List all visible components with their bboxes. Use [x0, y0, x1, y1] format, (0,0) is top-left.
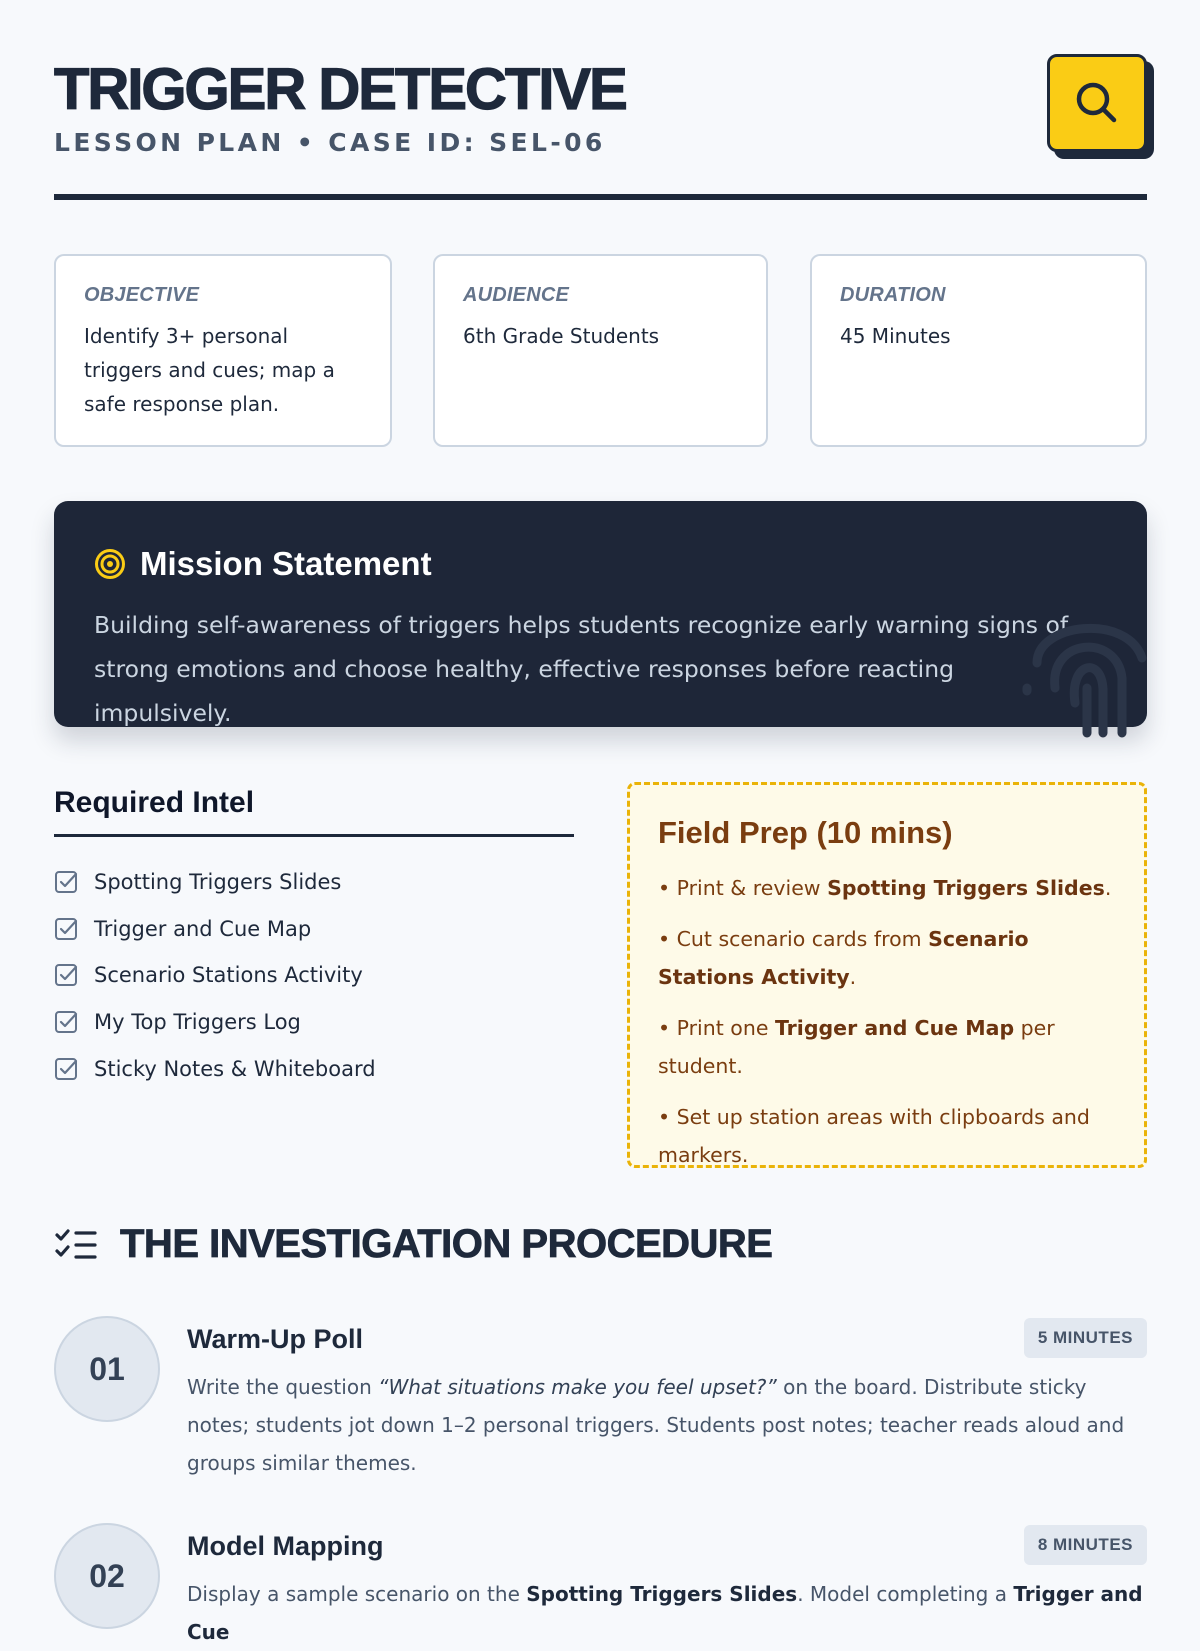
procedure-title: THE INVESTIGATION PROCEDURE	[120, 1222, 773, 1266]
step-number: 02	[54, 1523, 160, 1629]
prep-item	[658, 1009, 1116, 1085]
mission-statement-panel	[54, 501, 1147, 727]
header-divider	[54, 194, 1147, 200]
card-value: 45 Minutes	[840, 324, 951, 348]
card-value: Identify 3+ personal triggers and cues; map a safe response plan.	[84, 324, 335, 416]
fingerprint-icon	[1017, 593, 1157, 743]
search-icon	[1072, 78, 1122, 128]
objective-card	[54, 254, 392, 447]
prep-item-bold: Spotting Triggers Slides	[827, 876, 1105, 900]
page-subtitle: LESSON PLAN • CASE ID: SEL-06	[54, 128, 606, 157]
intel-item	[54, 1045, 574, 1092]
step-desc-text: Write the question	[187, 1375, 379, 1399]
procedure-heading	[54, 1222, 772, 1267]
intel-list	[54, 859, 574, 1092]
checkbox-icon	[54, 1056, 80, 1082]
intel-item-label: Sticky Notes & Whiteboard	[94, 1056, 376, 1081]
prep-item	[658, 869, 1116, 907]
field-prep-panel	[627, 782, 1147, 1168]
checklist-icon	[54, 1227, 98, 1263]
checkbox-icon	[54, 962, 80, 988]
prep-item-text: • Print one	[658, 1016, 775, 1040]
intel-item-label: Spotting Triggers Slides	[94, 870, 342, 895]
intel-item	[54, 999, 574, 1046]
prep-item-end: .	[1104, 876, 1112, 900]
prep-item-text: • Set up station areas with clipboards and markers.	[658, 1105, 1090, 1167]
checkbox-icon	[54, 1009, 80, 1035]
prep-item	[658, 920, 1116, 996]
step-desc-bold: Trigger and Cue	[187, 1582, 1143, 1644]
prep-item-text: • Print & review	[658, 876, 828, 900]
duration-card	[810, 254, 1147, 447]
target-icon	[94, 548, 126, 580]
step-description	[187, 1575, 1147, 1651]
page-header	[54, 58, 1147, 203]
step-desc-quote: “What situations make you feel upset?”	[378, 1375, 777, 1399]
step-title: Warm-Up Poll	[187, 1324, 364, 1354]
checkbox-icon	[54, 869, 80, 895]
prep-item-text: • Cut scenario cards from	[658, 927, 929, 951]
prep-item	[658, 1098, 1116, 1174]
mission-text: Building self-awareness of triggers helps students recognize early warning signs of strong emotions and choose healthy, effective responses before reacting impulsively.	[94, 611, 1069, 727]
field-prep-title: Field Prep (10 mins)	[658, 815, 953, 850]
card-label: AUDIENCE	[463, 284, 570, 306]
prep-item-end: .	[849, 965, 857, 989]
intel-item	[54, 906, 574, 953]
intel-item	[54, 859, 574, 906]
required-intel-section	[54, 786, 574, 1092]
checkbox-icon	[54, 916, 80, 942]
prep-item-bold: Trigger and Cue Map	[774, 1016, 1015, 1040]
duration-badge: 8 MINUTES	[1024, 1525, 1147, 1565]
intel-item	[54, 952, 574, 999]
card-label: DURATION	[840, 284, 946, 306]
intel-item-label: My Top Triggers Log	[94, 1010, 301, 1035]
step-desc-text: on the board. Distribute sticky notes; students jot down 1–2 personal triggers. Students post notes; teacher reads aloud and groups similar themes.	[187, 1375, 1125, 1475]
audience-card	[433, 254, 768, 447]
intel-item-label: Scenario Stations Activity	[94, 963, 363, 988]
intel-title: Required Intel	[54, 786, 574, 837]
card-value: 6th Grade Students	[463, 324, 660, 348]
step-number: 01	[54, 1316, 160, 1422]
prep-item-bold: Scenario Stations Activity	[658, 927, 1029, 989]
step-title: Model Mapping	[187, 1531, 384, 1561]
card-label: OBJECTIVE	[84, 284, 200, 306]
page-title: TRIGGER DETECTIVE	[54, 57, 626, 122]
step-desc-text: Display a sample scenario on the	[187, 1582, 527, 1606]
prep-item-end: per student.	[658, 1016, 1055, 1078]
mission-title: Mission Statement	[140, 545, 432, 582]
intel-item-label: Trigger and Cue Map	[94, 916, 312, 941]
search-button[interactable]	[1047, 54, 1147, 152]
duration-badge: 5 MINUTES	[1024, 1318, 1147, 1358]
step-description	[187, 1368, 1147, 1482]
step-desc-bold: Spotting Triggers Slides	[526, 1582, 798, 1606]
step-desc-text: . Model completing a	[797, 1582, 1014, 1606]
